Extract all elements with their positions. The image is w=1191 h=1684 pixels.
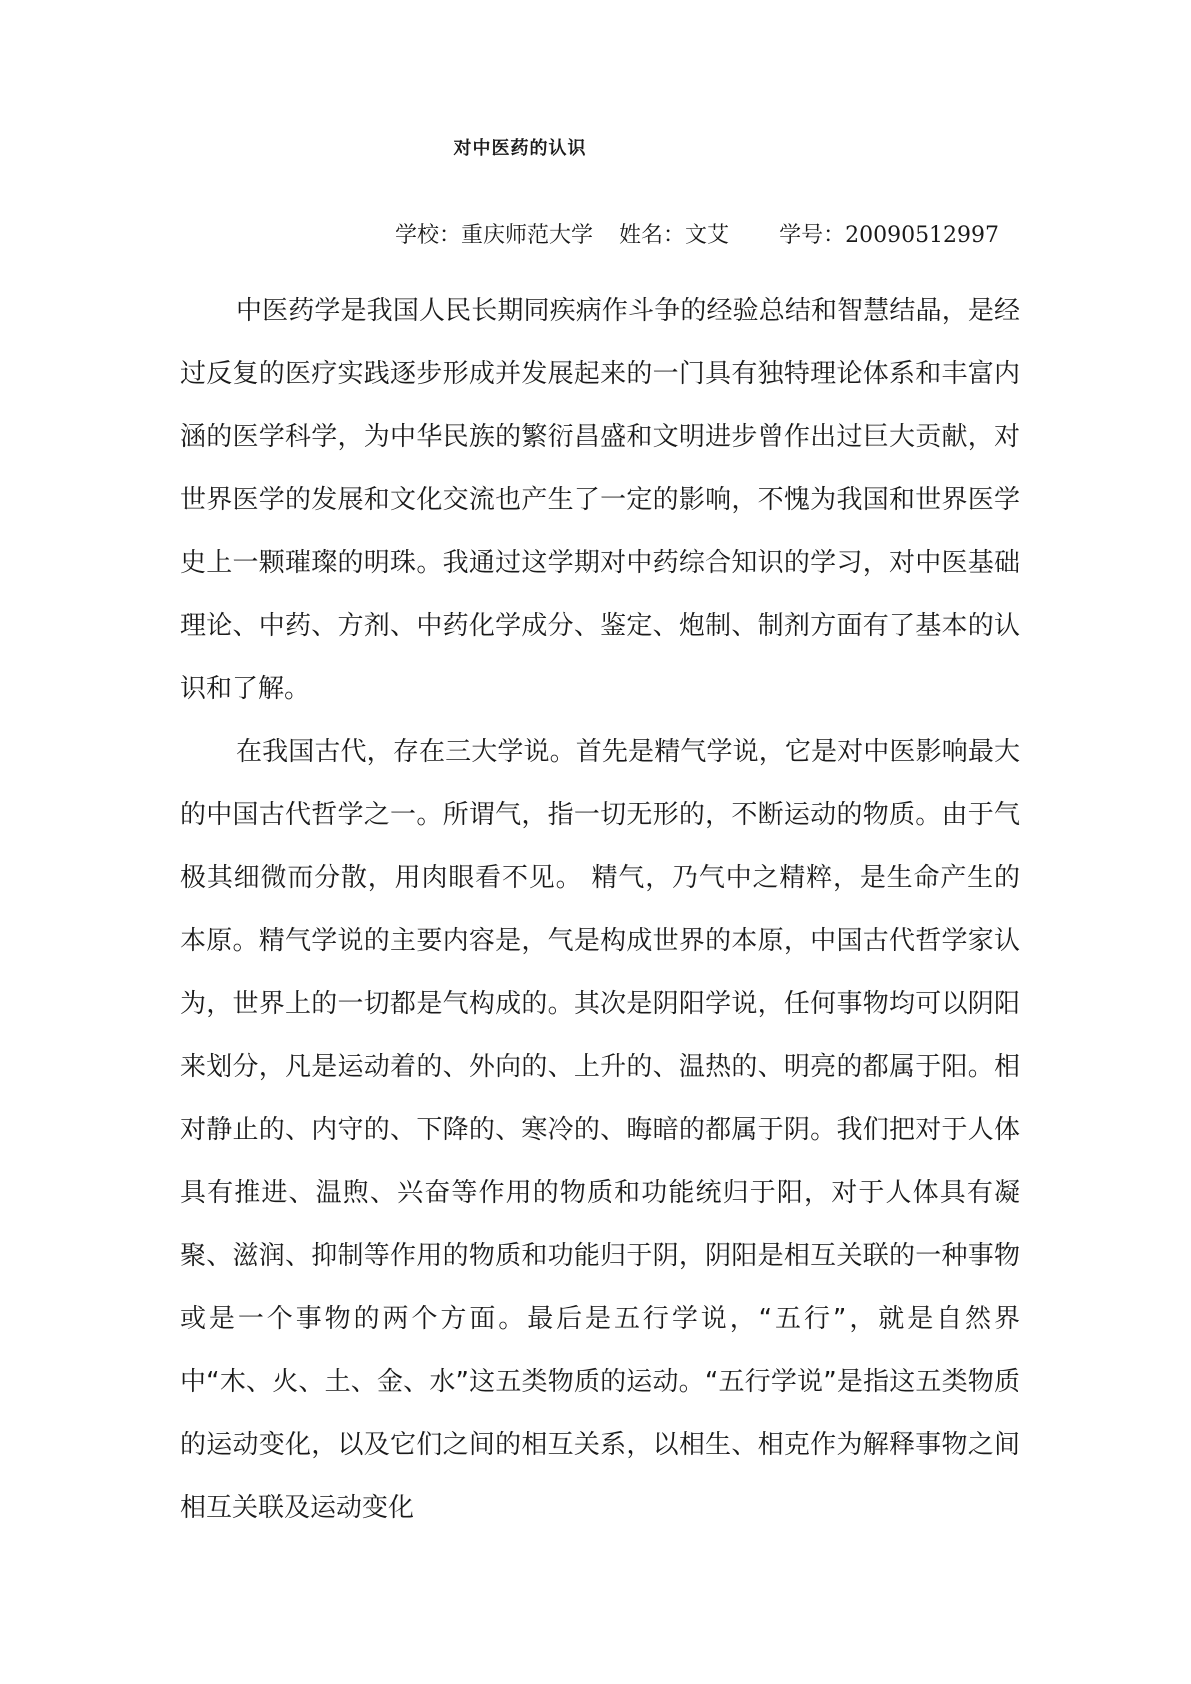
paragraph: 中医药学是我国人民长期同疾病作斗争的经验总结和智慧结晶，是经过反复的医疗实践逐步形成并发展起来的一门具有独特理论体系和丰富内涵的医学科学，为中华民族的繁衍昌盛和文明进步曾作出过巨大贡献，对世界医学的发展和文化交流也产生了一定的影响，不愧为我国和世界医学史上一颗璀璨的明珠。我通过这学期对中药综合知识的学习，对中医基础理论、中药、方剂、中药化学成分、鉴定、炮制、制剂方面有了基本的认识和了解。 [180,296,1020,704]
author-name: 文艾 [685,223,730,248]
document-title: 对中医药的认识 [453,138,587,159]
school-name: 重庆师范大学 [461,223,594,248]
author-info [395,218,999,249]
body-text [180,280,1020,1540]
paragraph: 在我国古代，存在三大学说。首先是精气学说，它是对中医影响最大的中国古代哲学之一。所谓气，指一切无形的，不断运动的物质。由于气极其细微而分散，用肉眼看不见。 精气，乃气中之精粹，是生命产生的本原。精气学说的主要内容是，气是构成世界的本原，中国古代哲学家认为，世界上的一切都是气构成的。其次是阴阳学说，任何事物均可以阴阳来划分，凡是运动着的、外向的、上升的、温热的、明亮的都属于阳。相对静止的、内守的、下降的、寒冷的、晦暗的都属于阴。我们把对于人体具有推进、温煦、兴奋等作用的物质和功能统归于阳，对于人体具有凝聚、滋润、抑制等作用的物质和功能归于阴，阴阳是相互关联的一种事物或是一个事物的两个方面。最后是五行学说，“五行”，就是自然界中“木、火、土、金、水”这五类物质的运动。“五行学说”是指这五类物质的运动变化，以及它们之间的相互关系，以相生、相克作为解释事物之间相互关联及运动变化 [180,737,1020,1523]
student-id: 20090512997 [845,223,1000,248]
name-label: 姓名： [619,223,686,248]
school-label: 学校： [395,223,462,248]
id-label: 学号： [779,223,846,248]
